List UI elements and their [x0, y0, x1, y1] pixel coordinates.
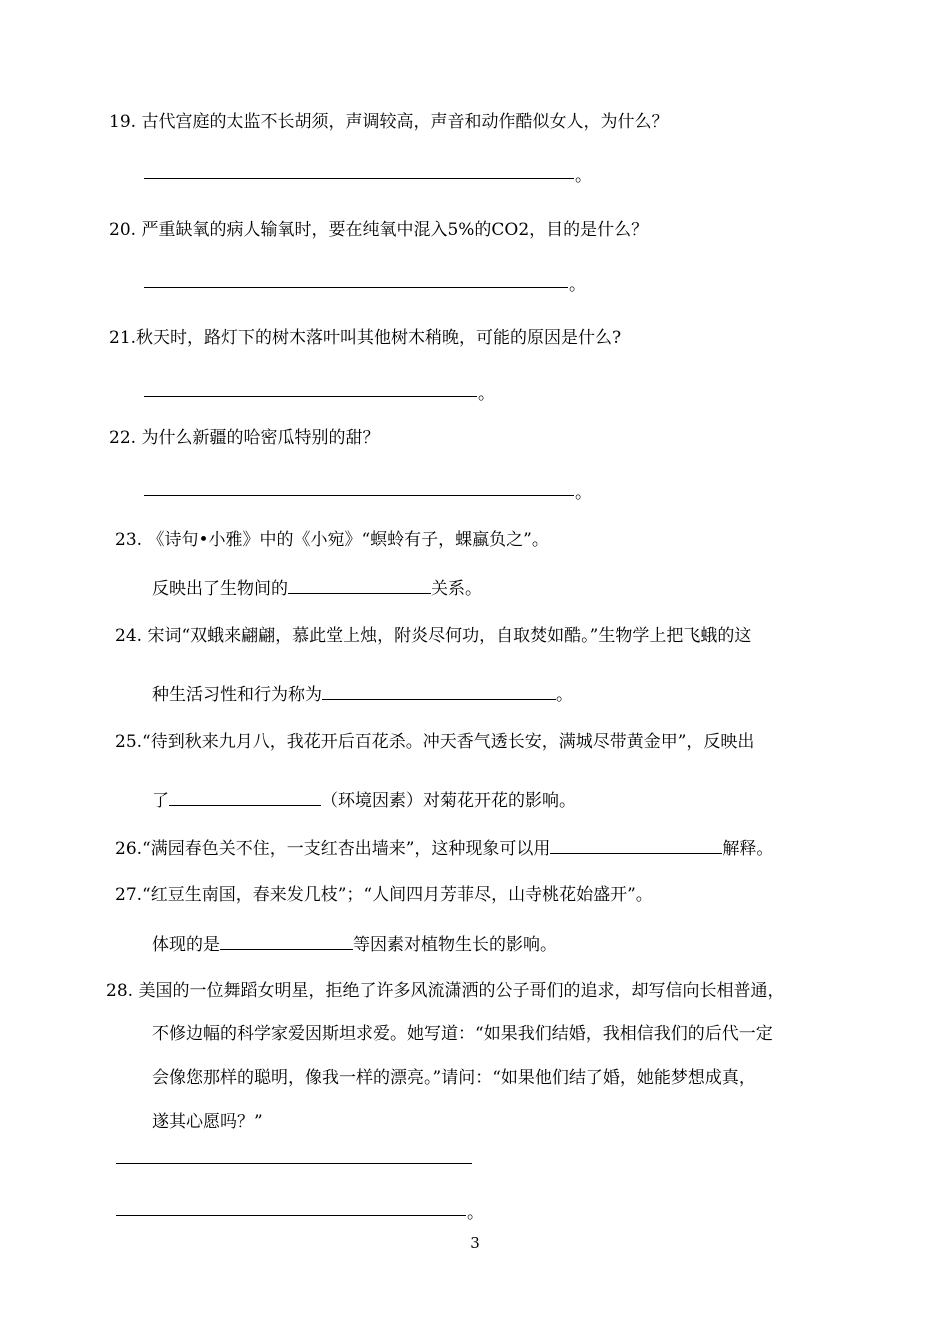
q25-prefix: 了	[152, 791, 169, 811]
q26-prefix: 26.“满园春色关不住，一支红杏出墙来”，这种现象可以用	[115, 839, 551, 859]
question-28-line-4: 遂其心愿吗？”	[152, 1112, 263, 1132]
question-28-line-3: 会像您那样的聪明，像我一样的漂亮。”请问：“如果他们结了婚，她能梦想成真，	[152, 1068, 756, 1088]
q24-suffix: 。	[556, 685, 573, 705]
question-27-fill	[152, 931, 557, 957]
answer-blank-27[interactable]	[220, 931, 353, 950]
question-26	[115, 835, 773, 861]
answer-end-22: 。	[575, 483, 592, 503]
answer-line-20[interactable]	[144, 287, 568, 288]
answer-blank-26[interactable]	[550, 835, 722, 854]
answer-blank-24[interactable]	[322, 681, 556, 700]
q27-prefix: 体现的是	[152, 935, 220, 955]
answer-blank-23[interactable]	[288, 575, 431, 594]
q25-suffix: （环境因素）对菊花开花的影响。	[321, 791, 576, 811]
q24-prefix: 种生活习性和行为称为	[152, 685, 322, 705]
answer-line-22[interactable]	[144, 495, 574, 496]
answer-line-19[interactable]	[144, 178, 574, 179]
question-27: 27.“红豆生南国，春来发几枝”；“人间四月芳菲尽，山寺桃花始盛开”。	[115, 885, 653, 905]
question-25-fill	[152, 787, 576, 813]
answer-end-28: 。	[467, 1203, 484, 1223]
answer-end-20: 。	[569, 275, 586, 295]
question-22: 22. 为什么新疆的哈密瓜特别的甜？	[109, 428, 380, 448]
question-23-fill	[152, 575, 482, 601]
question-23: 23. 《诗句•小雅》中的《小宛》“螟蛉有子，蜾蠃负之”。	[115, 530, 549, 550]
question-25: 25.“待到秋来九月八，我花开后百花杀。冲天香气透长安，满城尽带黄金甲”，反映出	[115, 732, 755, 752]
page-number: 3	[470, 1234, 480, 1252]
question-28-line-2: 不修边幅的科学家爱因斯坦求爱。她写道：“如果我们结婚，我相信我们的后代一定	[152, 1024, 773, 1044]
question-28-line-1: 28. 美国的一位舞蹈女明星，拒绝了许多风流潇洒的公子哥们的追求，却写信向长相普通，	[106, 981, 785, 1001]
q27-suffix: 等因素对植物生长的影响。	[353, 935, 557, 955]
answer-blank-25[interactable]	[169, 787, 321, 806]
q23-prefix: 反映出了生物间的	[152, 579, 288, 599]
q26-suffix: 解释。	[722, 839, 774, 859]
answer-line-21[interactable]	[144, 396, 477, 397]
answer-line-28b[interactable]	[116, 1215, 466, 1216]
question-24: 24. 宋词“双蛾来翩翩，慕此堂上烛，附炎尽何功，自取焚如酷。”生物学上把飞蛾的这	[115, 626, 752, 646]
answer-end-19: 。	[575, 166, 592, 186]
answer-line-28a[interactable]	[116, 1163, 472, 1164]
question-20: 20. 严重缺氧的病人输氧时，要在纯氧中混入5%的CO2，目的是什么？	[109, 220, 649, 240]
answer-end-21: 。	[478, 384, 495, 404]
question-19: 19. 古代宫庭的太监不长胡须，声调较高，声音和动作酷似女人，为什么？	[109, 112, 669, 132]
q23-suffix: 关系。	[431, 579, 482, 599]
question-24-fill	[152, 681, 573, 707]
question-21: 21.秋天时，路灯下的树木落叶叫其他树木稍晚，可能的原因是什么?	[109, 328, 622, 348]
